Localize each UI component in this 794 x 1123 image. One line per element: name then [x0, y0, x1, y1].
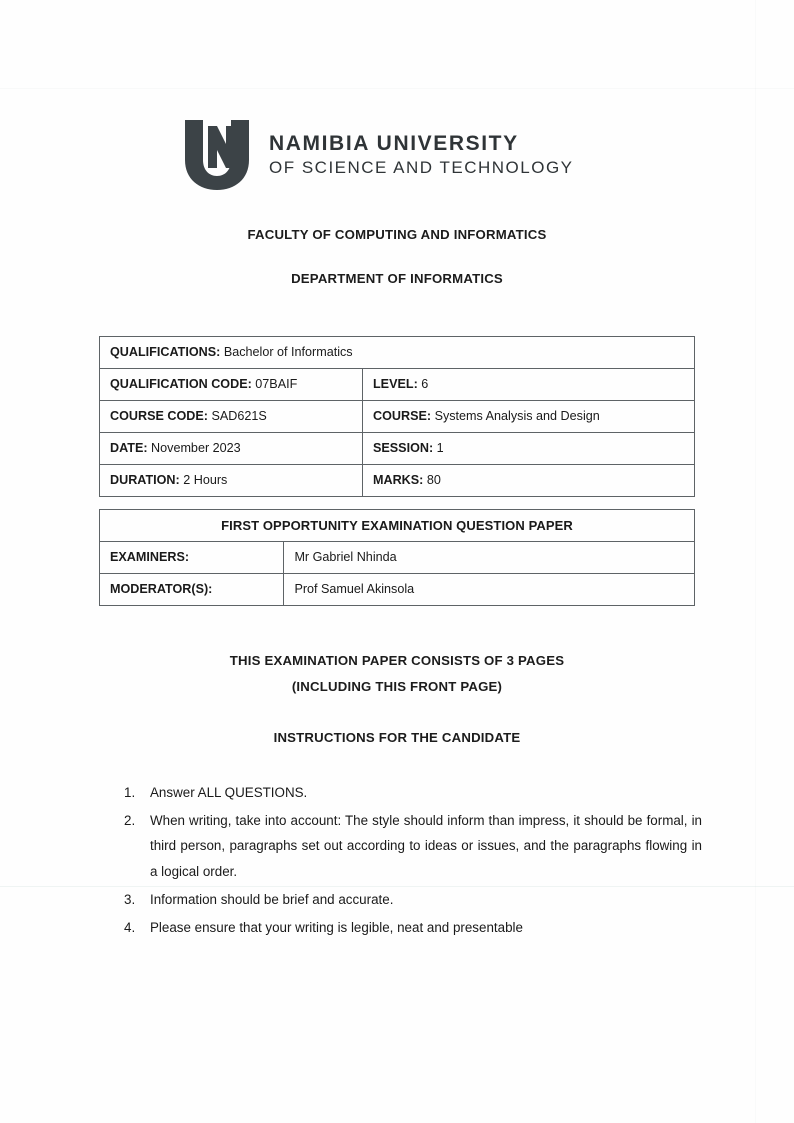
institution-name-line2: OF SCIENCE AND TECHNOLOGY	[269, 157, 574, 177]
table-row	[100, 465, 695, 497]
list-item	[124, 808, 702, 885]
list-item	[124, 915, 702, 941]
level-cell	[362, 369, 694, 401]
table-row	[100, 337, 695, 369]
list-item	[124, 780, 702, 806]
list-item-number: 4.	[124, 919, 136, 935]
table-row	[100, 433, 695, 465]
course-code-label: COURSE CODE:	[110, 409, 208, 423]
table-row	[100, 574, 695, 606]
session-label: SESSION:	[372, 441, 434, 455]
duration-label: DURATION:	[110, 473, 180, 487]
course-value: Systems Analysis and Design	[434, 409, 600, 423]
scan-artifact	[0, 88, 794, 89]
marks-cell	[362, 465, 694, 497]
level-label: LEVEL:	[372, 377, 418, 391]
marks-value: 80	[426, 473, 441, 487]
department-heading: DEPARTMENT OF INFORMATICS	[291, 271, 503, 286]
course-label: COURSE:	[372, 409, 432, 423]
table-row	[100, 542, 695, 574]
moderators-value: Prof Samuel Akinsola	[284, 574, 695, 606]
institution-name-line1: NAMIBIA UNIVERSITY	[269, 131, 519, 155]
instructions-heading: INSTRUCTIONS FOR THE CANDIDATE	[273, 730, 521, 745]
page-count-notice-line2: (INCLUDING THIS FRONT PAGE)	[291, 679, 503, 694]
table-row	[100, 369, 695, 401]
faculty-heading: FACULTY OF COMPUTING AND INFORMATICS	[247, 227, 547, 242]
list-item-number: 3.	[124, 891, 136, 907]
table-row	[100, 401, 695, 433]
duration-value: 2 Hours	[183, 473, 228, 487]
qualification-code-label: QUALIFICATION CODE:	[110, 377, 252, 391]
list-item-text: When writing, take into account: The style should inform than impress, it should be formal, in third person, paragraphs set out according to ideas or issues, and the paragraphs flowing in a logical order.	[150, 812, 702, 880]
date-value: November 2023	[151, 441, 241, 455]
list-item-text: Please ensure that your writing is legible, neat and presentable	[150, 919, 523, 935]
qualification-code-value: 07BAIF	[255, 377, 298, 391]
page-count-notice-line1: THIS EXAMINATION PAPER CONSISTS OF 3 PAGES	[229, 653, 565, 668]
examiners-table-body	[100, 510, 695, 606]
qualifications-value: Bachelor of Informatics	[223, 345, 353, 359]
duration-cell	[100, 465, 363, 497]
qualifications-label: QUALIFICATIONS:	[110, 345, 221, 359]
course-code-value: SAD621S	[211, 409, 267, 423]
table-row	[100, 510, 695, 542]
session-cell	[362, 433, 694, 465]
date-cell	[100, 433, 363, 465]
exam-paper-title: FIRST OPPORTUNITY EXAMINATION QUESTION PAPER	[100, 510, 695, 542]
list-item-text: Information should be brief and accurate.	[150, 891, 394, 907]
list-item-text: Answer ALL QUESTIONS.	[150, 785, 308, 800]
date-label: DATE:	[110, 441, 148, 455]
session-value: 1	[436, 441, 444, 455]
qualification-table-body	[100, 337, 695, 497]
institution-logo-block	[183, 118, 574, 192]
qualification-table	[99, 336, 695, 497]
institution-wordmark	[269, 133, 574, 177]
moderators-label: MODERATOR(S):	[100, 574, 284, 606]
list-item	[124, 887, 702, 913]
qualification-code-cell	[100, 369, 363, 401]
nust-shield-logo-icon	[183, 118, 251, 192]
level-value: 6	[421, 377, 429, 391]
examiners-label: EXAMINERS:	[100, 542, 284, 574]
instructions-list	[124, 780, 702, 942]
examiners-table	[99, 509, 695, 606]
qualifications-cell	[100, 337, 695, 369]
list-item-number: 1.	[124, 785, 136, 800]
examiners-value: Mr Gabriel Nhinda	[284, 542, 695, 574]
list-item-number: 2.	[124, 812, 136, 828]
marks-label: MARKS:	[372, 473, 424, 487]
course-cell	[362, 401, 694, 433]
course-code-cell	[100, 401, 363, 433]
scan-artifact	[755, 0, 756, 1123]
